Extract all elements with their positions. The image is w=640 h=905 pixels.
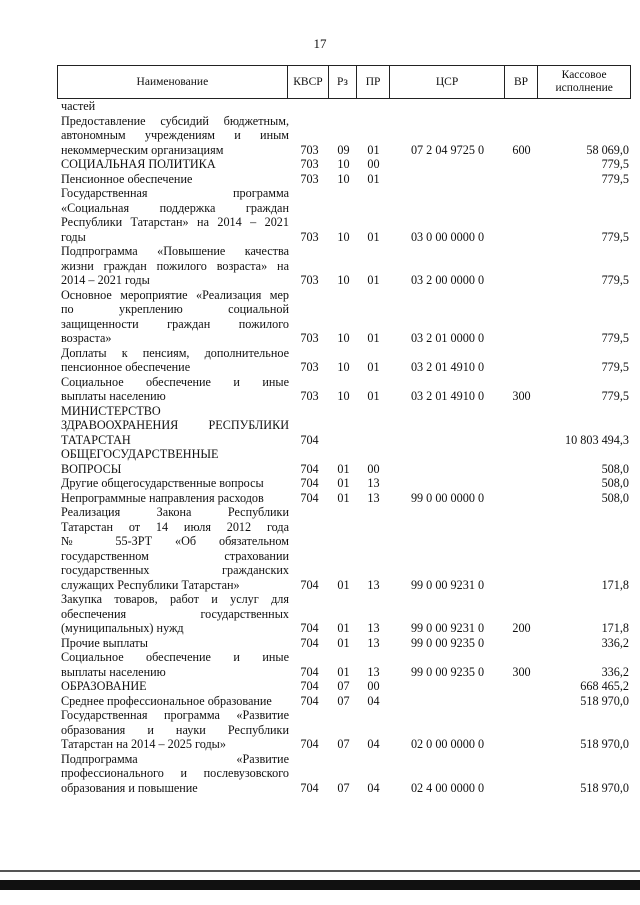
cell-pr: 13 <box>367 635 380 650</box>
row-name <box>57 476 289 491</box>
cell-pr: 04 <box>367 693 380 708</box>
cell-pr: 01 <box>367 360 380 374</box>
row-name-line: Закупка товаров, работ и услуг для <box>61 592 289 606</box>
cell-sum: 779,5 <box>601 389 629 403</box>
row-name-line: ОБРАЗОВАНИЕ <box>61 679 147 693</box>
row-name-line: государственных гражданских <box>61 563 289 577</box>
row-name <box>57 375 289 404</box>
row-name-line: государственном страховании <box>61 548 289 563</box>
row-name-line: обеспечения государственных <box>61 606 289 621</box>
row-name <box>57 694 289 709</box>
cell-pr: 13 <box>367 621 380 635</box>
table-row <box>57 447 631 476</box>
row-name-line: служащих Республики Татарстан» <box>61 577 240 592</box>
cell-kvsr: 703 <box>300 331 319 345</box>
cell-csr: 99 0 00 9235 0 <box>410 635 485 650</box>
cell-pr: 01 <box>367 273 380 287</box>
cell-sum: 779,5 <box>601 360 629 374</box>
cell-rz: 09 <box>337 142 350 157</box>
table-row <box>57 650 631 679</box>
row-name-line: СОЦИАЛЬНАЯ ПОЛИТИКА <box>61 157 216 171</box>
cell-csr: 07 2 04 9725 0 <box>410 142 485 157</box>
row-name-line: годы <box>61 229 86 244</box>
row-name-line: Основное мероприятие «Реализация мер <box>61 287 289 302</box>
row-name-line: Доплаты к пенсиям, дополнительное <box>61 345 289 360</box>
cell-rz: 10 <box>337 360 350 374</box>
table-row <box>57 505 631 592</box>
row-name-line: образования и повышение <box>61 780 198 795</box>
cell-sum: 10 803 494,3 <box>565 432 629 447</box>
row-name <box>57 636 289 651</box>
cell-rz: 01 <box>337 577 350 592</box>
cell-kvsr: 704 <box>300 577 319 592</box>
header-pr: ПР <box>357 66 391 98</box>
cell-pr: 13 <box>367 476 380 490</box>
table-header <box>57 65 631 99</box>
table-row <box>57 752 631 796</box>
cell-rz: 01 <box>337 621 350 635</box>
cell-pr: 01 <box>367 171 380 186</box>
row-name-line: Социальное обеспечение и иные <box>61 374 289 389</box>
table-row <box>57 346 631 375</box>
row-name <box>57 186 289 244</box>
cell-kvsr: 704 <box>300 461 319 476</box>
table-row <box>57 186 631 244</box>
cell-vr: 600 <box>512 142 531 157</box>
row-name-line: некоммерческим организациям <box>61 142 224 157</box>
cell-pr: 01 <box>367 229 380 244</box>
table-row <box>57 288 631 346</box>
cell-kvsr: 703 <box>300 157 319 171</box>
cell-sum: 58 069,0 <box>586 142 629 157</box>
table-row <box>57 244 631 288</box>
cell-sum: 336,2 <box>601 635 629 650</box>
row-name <box>57 708 289 752</box>
cell-kvsr: 704 <box>300 780 319 795</box>
cell-sum: 508,0 <box>601 461 629 476</box>
row-name-line: Прочие выплаты <box>61 635 148 650</box>
cell-sum: 779,5 <box>601 229 629 244</box>
cell-rz: 10 <box>337 331 350 345</box>
cell-sum: 508,0 <box>601 490 629 505</box>
cell-rz: 10 <box>337 229 350 244</box>
row-name <box>57 447 289 476</box>
cell-kvsr: 704 <box>300 737 319 751</box>
cell-csr: 03 0 00 0000 0 <box>410 229 485 244</box>
row-name-line: (муниципальных) нужд <box>61 621 184 635</box>
table-row <box>57 476 631 491</box>
table-row <box>57 708 631 752</box>
header-csr: ЦСР <box>390 66 504 98</box>
cell-sum: 518 970,0 <box>580 737 629 751</box>
cell-rz: 10 <box>337 157 350 171</box>
row-name-line: 2014 – 2021 годы <box>61 273 150 287</box>
row-name-line: выплаты населению <box>61 389 166 403</box>
row-name <box>57 157 289 172</box>
row-name-line: Подпрограмма «Развитие <box>61 751 289 766</box>
cell-pr: 13 <box>367 490 380 505</box>
cell-pr: 13 <box>367 577 380 592</box>
table-row <box>57 694 631 709</box>
cell-sum: 779,5 <box>601 171 629 186</box>
row-name <box>57 505 289 592</box>
cell-kvsr: 703 <box>300 171 319 186</box>
cell-sum: 779,5 <box>601 273 629 287</box>
cell-vr: 300 <box>512 664 531 679</box>
cell-sum: 171,8 <box>601 621 629 635</box>
row-name-line: защищенности граждан пожилого <box>61 316 289 331</box>
cell-pr: 01 <box>367 331 380 345</box>
cell-csr: 03 2 01 0000 0 <box>410 331 485 345</box>
row-name-line: ОБЩЕГОСУДАРСТВЕННЫЕ <box>61 447 219 461</box>
cell-rz: 07 <box>337 737 350 751</box>
cell-sum: 779,5 <box>601 331 629 345</box>
cell-rz: 01 <box>337 664 350 679</box>
row-name-line: Среднее профессиональное образование <box>61 693 272 708</box>
table-row <box>57 172 631 187</box>
cell-kvsr: 704 <box>300 490 319 505</box>
cell-csr: 03 2 01 4910 0 <box>410 360 485 374</box>
row-name <box>57 288 289 346</box>
row-name <box>57 491 289 506</box>
row-name <box>57 752 289 796</box>
table-row <box>57 491 631 506</box>
row-name <box>57 592 289 636</box>
table-row <box>57 375 631 404</box>
row-name-line: автономным учреждениям и иным <box>61 128 289 142</box>
cell-sum: 508,0 <box>601 476 629 490</box>
budget-table <box>57 65 631 795</box>
cell-kvsr: 703 <box>300 229 319 244</box>
row-name <box>57 99 289 114</box>
scan-edge <box>0 870 640 872</box>
header-name: Наименование <box>58 66 288 98</box>
row-name-line: возраста» <box>61 331 112 345</box>
table-row <box>57 592 631 636</box>
row-name-line: Другие общегосударственные вопросы <box>61 476 264 490</box>
row-name-line: жизни граждан пожилого возраста» на <box>61 258 289 273</box>
cell-csr: 99 0 00 9231 0 <box>410 621 485 635</box>
row-name-line: № 55-ЗРТ «Об обязательном <box>61 534 289 548</box>
cell-rz: 01 <box>337 461 350 476</box>
header-sum: Кассовое исполнение <box>555 69 613 94</box>
cell-sum: 171,8 <box>601 577 629 592</box>
cell-rz: 10 <box>337 273 350 287</box>
cell-csr: 02 0 00 0000 0 <box>410 737 485 751</box>
row-name-line: Государственная программа <box>61 186 289 200</box>
row-name-line: профессионального и послевузовского <box>61 766 289 780</box>
cell-pr: 04 <box>367 780 380 795</box>
cell-kvsr: 704 <box>300 621 319 635</box>
row-name-line: Татарстан от 14 июля 2012 года <box>61 519 289 534</box>
cell-kvsr: 704 <box>300 664 319 679</box>
cell-kvsr: 704 <box>300 679 319 693</box>
row-name-line: Республики Татарстан» на 2014 – 2021 <box>61 215 289 229</box>
cell-kvsr: 704 <box>300 693 319 708</box>
cell-sum: 668 465,2 <box>580 679 629 693</box>
cell-pr: 01 <box>367 389 380 403</box>
cell-kvsr: 704 <box>300 635 319 650</box>
table-body <box>57 99 631 795</box>
cell-kvsr: 704 <box>300 476 319 490</box>
cell-pr: 13 <box>367 664 380 679</box>
row-name <box>57 346 289 375</box>
cell-rz: 07 <box>337 693 350 708</box>
row-name-line: Реализация Закона Республики <box>61 505 289 519</box>
header-vr: ВР <box>505 66 539 98</box>
cell-csr: 02 4 00 0000 0 <box>410 780 485 795</box>
cell-pr: 04 <box>367 737 380 751</box>
table-row <box>57 636 631 651</box>
row-name-line: выплаты населению <box>61 664 166 679</box>
cell-kvsr: 704 <box>300 432 319 447</box>
cell-sum: 518 970,0 <box>580 693 629 708</box>
cell-kvsr: 703 <box>300 360 319 374</box>
scan-border <box>0 880 640 890</box>
cell-csr: 03 2 01 4910 0 <box>410 389 485 403</box>
cell-csr: 03 2 00 0000 0 <box>410 273 485 287</box>
cell-rz: 01 <box>337 490 350 505</box>
table-row <box>57 114 631 158</box>
cell-rz: 01 <box>337 635 350 650</box>
cell-csr: 99 0 00 9231 0 <box>410 577 485 592</box>
row-name-line: Пенсионное обеспечение <box>61 171 193 186</box>
cell-kvsr: 703 <box>300 273 319 287</box>
cell-kvsr: 703 <box>300 142 319 157</box>
cell-pr: 00 <box>367 679 380 693</box>
row-name-line: «Социальная поддержка граждан <box>61 200 289 215</box>
row-name <box>57 404 289 448</box>
cell-pr: 01 <box>367 142 380 157</box>
cell-sum: 518 970,0 <box>580 780 629 795</box>
row-name <box>57 650 289 679</box>
row-name-line: образования и науки Республики <box>61 722 289 737</box>
cell-csr: 99 0 00 9235 0 <box>410 664 485 679</box>
row-name <box>57 244 289 288</box>
row-name-line: Непрограммные направления расходов <box>61 490 264 505</box>
row-name-line: Подпрограмма «Повышение качества <box>61 244 289 258</box>
row-name-line: Татарстан на 2014 – 2025 годы» <box>61 737 226 751</box>
header-kvsr: КВСР <box>288 66 329 98</box>
row-name-line: ЗДРАВООХРАНЕНИЯ РЕСПУБЛИКИ <box>61 418 289 432</box>
cell-vr: 300 <box>512 389 531 403</box>
row-name-line: МИНИСТЕРСТВО <box>61 403 161 418</box>
table-row <box>57 99 631 114</box>
row-name-line: Государственная программа «Развитие <box>61 708 289 722</box>
table-row <box>57 157 631 172</box>
row-name-line: пенсионное обеспечение <box>61 360 191 374</box>
cell-rz: 07 <box>337 679 350 693</box>
row-name-line: Социальное обеспечение и иные <box>61 650 289 664</box>
page-number: 17 <box>313 36 327 51</box>
row-name-line: ТАТАРСТАН <box>61 432 131 447</box>
cell-rz: 07 <box>337 780 350 795</box>
table-row <box>57 404 631 448</box>
cell-sum: 336,2 <box>601 664 629 679</box>
cell-pr: 00 <box>367 157 380 171</box>
row-name <box>57 679 289 694</box>
cell-rz: 01 <box>337 476 350 490</box>
table-row <box>57 679 631 694</box>
cell-kvsr: 703 <box>300 389 319 403</box>
row-name <box>57 114 289 158</box>
cell-sum: 779,5 <box>601 157 629 171</box>
cell-csr: 99 0 00 0000 0 <box>410 490 485 505</box>
row-name-line: частей <box>61 99 96 113</box>
cell-pr: 00 <box>367 461 380 476</box>
row-name-line: по укреплению социальной <box>61 302 289 316</box>
row-name-line: ВОПРОСЫ <box>61 461 122 476</box>
row-name-line: Предоставление субсидий бюджетным, <box>61 113 289 128</box>
cell-rz: 10 <box>337 389 350 403</box>
header-rz: Рз <box>329 66 357 98</box>
cell-rz: 10 <box>337 171 350 186</box>
row-name <box>57 172 289 187</box>
cell-vr: 200 <box>512 621 531 635</box>
